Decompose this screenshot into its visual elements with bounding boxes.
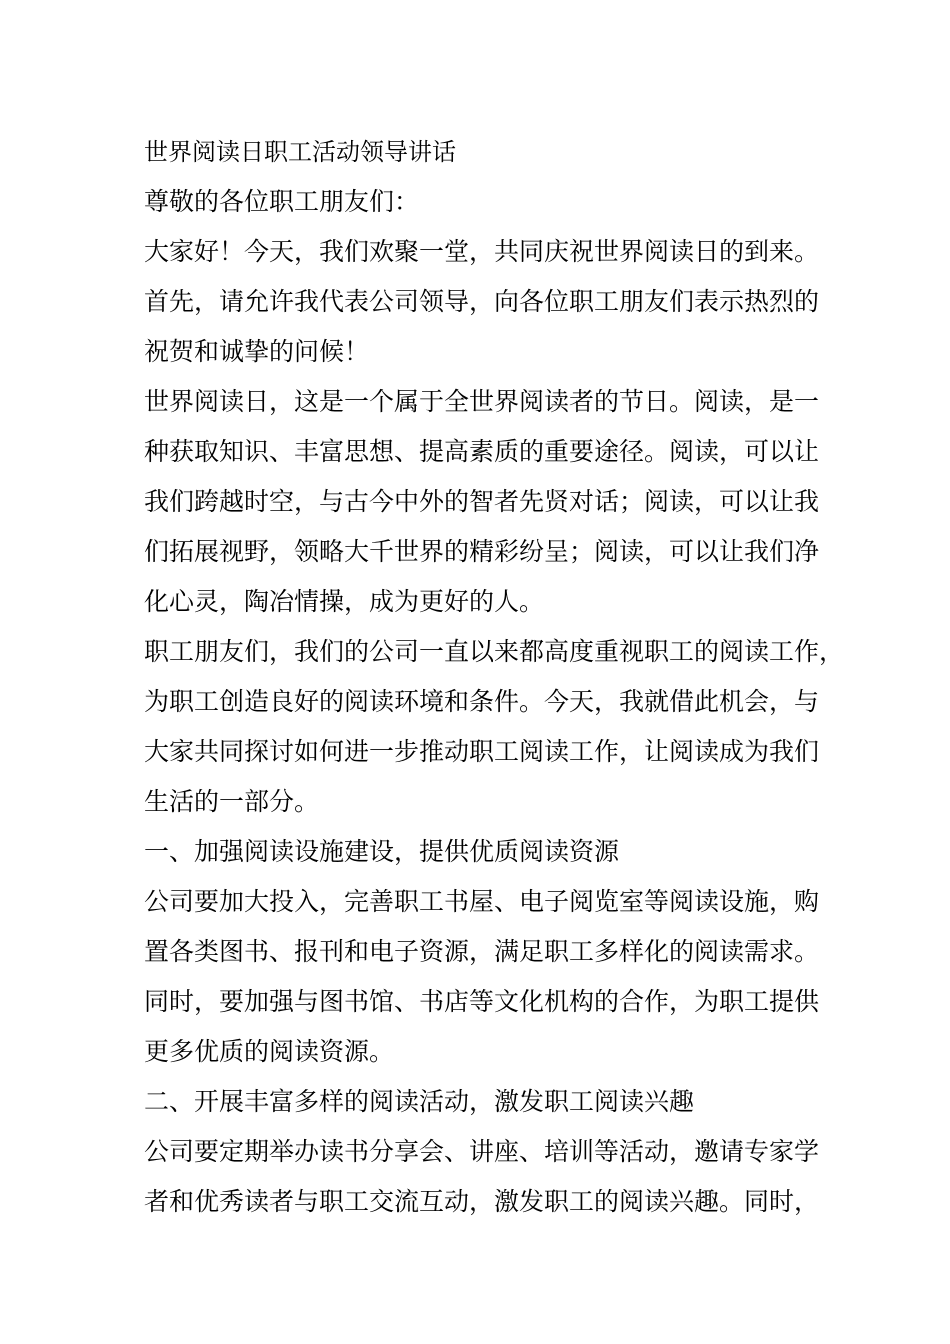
paragraph-line: 大家好！今天，我们欢聚一堂，共同庆祝世界阅读日的到来。 xyxy=(144,237,820,266)
section-heading: 二、开展丰富多样的阅读活动，激发职工阅读兴趣 xyxy=(144,1087,695,1116)
paragraph-line: 职工朋友们，我们的公司一直以来都高度重视职工的阅读工作， xyxy=(144,637,845,666)
paragraph-line: 大家共同探讨如何进一步推动职工阅读工作，让阅读成为我们 xyxy=(144,737,820,766)
paragraph-line: 同时，要加强与图书馆、书店等文化机构的合作，为职工提供 xyxy=(144,987,820,1016)
paragraph-line: 置各类图书、报刊和电子资源，满足职工多样化的阅读需求。 xyxy=(144,937,820,966)
paragraph-line: 公司要定期举办读书分享会、讲座、培训等活动，邀请专家学 xyxy=(144,1137,820,1166)
salutation: 尊敬的各位职工朋友们： xyxy=(144,187,420,216)
paragraph-line: 我们跨越时空，与古今中外的智者先贤对话；阅读，可以让我 xyxy=(144,487,820,516)
section-heading: 一、加强阅读设施建设，提供优质阅读资源 xyxy=(144,837,620,866)
paragraph-line: 为职工创造良好的阅读环境和条件。今天，我就借此机会，与 xyxy=(144,687,820,716)
paragraph-line: 化心灵，陶冶情操，成为更好的人。 xyxy=(144,587,545,616)
paragraph-line: 公司要加大投入，完善职工书屋、电子阅览室等阅读设施，购 xyxy=(144,887,820,916)
document-title: 世界阅读日职工活动领导讲话 xyxy=(144,138,456,166)
paragraph-line: 们拓展视野，领略大千世界的精彩纷呈；阅读，可以让我们净 xyxy=(144,537,820,566)
paragraph-line: 生活的一部分。 xyxy=(144,787,320,816)
document-body xyxy=(144,127,845,1227)
paragraph-line: 首先，请允许我代表公司领导，向各位职工朋友们表示热烈的 xyxy=(144,287,820,316)
paragraph-line: 世界阅读日，这是一个属于全世界阅读者的节日。阅读，是一 xyxy=(144,387,820,416)
paragraph-line: 祝贺和诚挚的问候！ xyxy=(144,337,370,366)
paragraph-line: 更多优质的阅读资源。 xyxy=(144,1037,395,1066)
paragraph-line: 者和优秀读者与职工交流互动，激发职工的阅读兴趣。同时， xyxy=(144,1187,820,1216)
paragraph-line: 种获取知识、丰富思想、提高素质的重要途径。阅读，可以让 xyxy=(144,437,820,466)
